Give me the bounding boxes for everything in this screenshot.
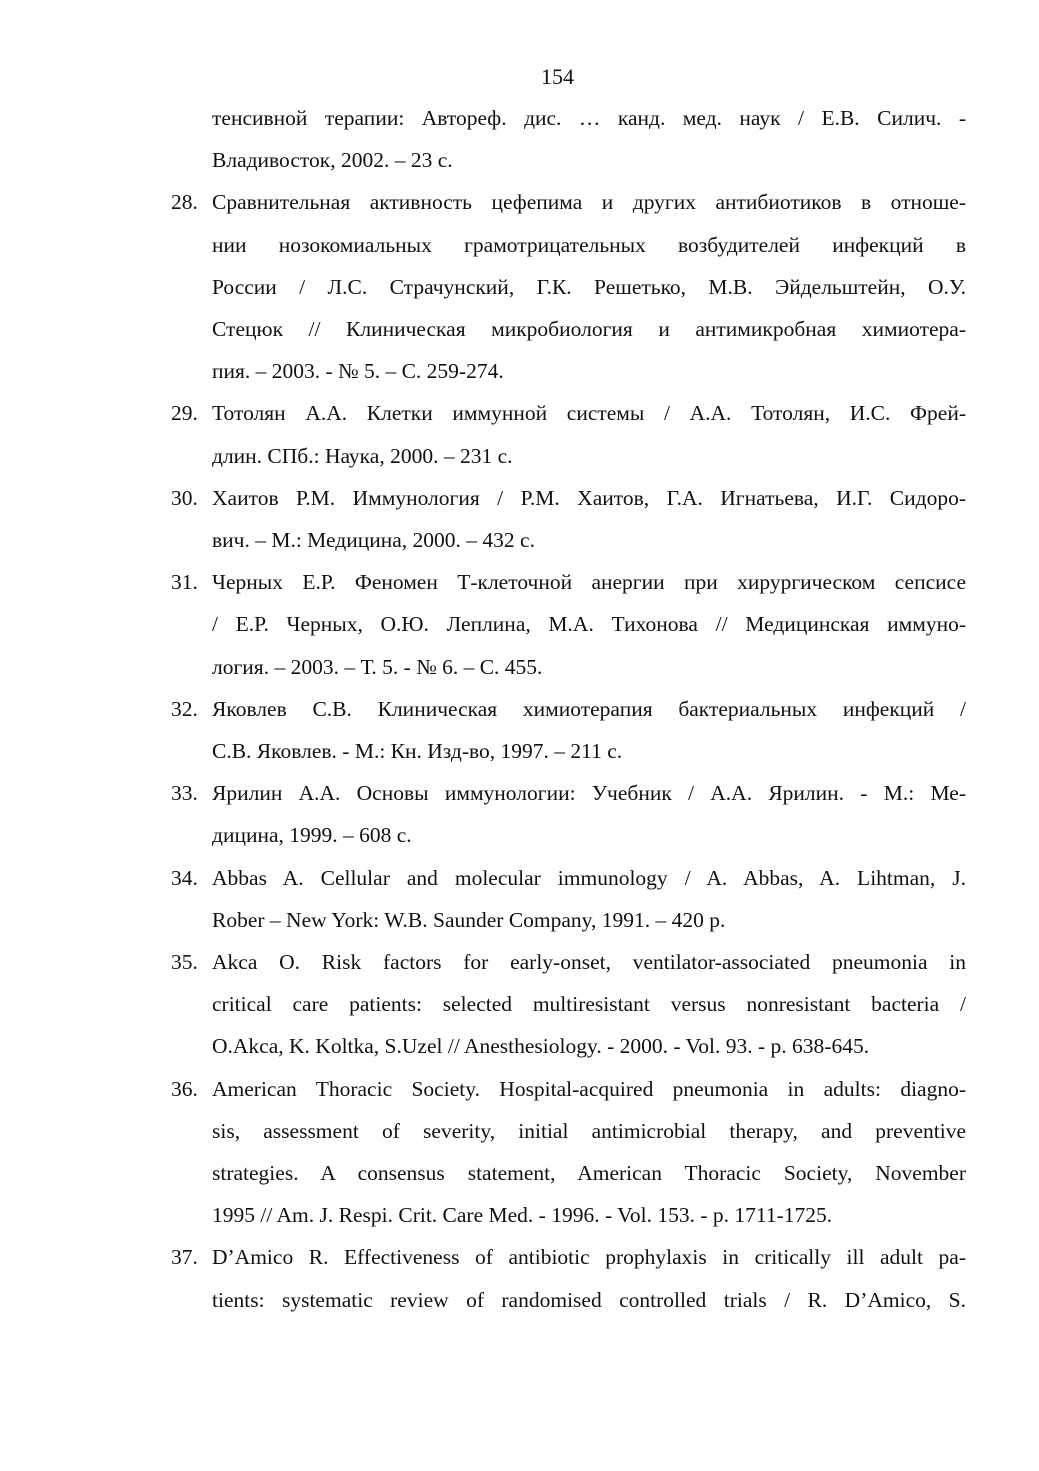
reference-line: Abbas A. Cellular and molecular immunology / A. Abbas, A. Lihtman, J. <box>212 865 966 890</box>
reference-line: / Е.Р. Черных, О.Ю. Леплина, М.А. Тихонова // Медицинская иммуно- <box>212 612 966 637</box>
reference-line: длин. СПб.: Наука, 2000. – 231 с. <box>212 443 513 468</box>
reference-line: Владивосток, 2002. – 23 с. <box>212 148 453 173</box>
reference-item <box>171 477 966 561</box>
reference-line: sis, assessment of severity, initial antimicrobial therapy, and preventive <box>212 1118 966 1143</box>
continued-reference <box>171 97 966 181</box>
reference-item <box>171 1068 966 1237</box>
reference-line: 1995 // Am. J. Respi. Crit. Care Med. - 1996. - Vol. 153. - p. 1711-1725. <box>212 1203 833 1228</box>
reference-line: Яковлев С.В. Клиническая химиотерапия бактериальных инфекций / <box>212 696 966 721</box>
reference-number: 31. <box>171 570 198 595</box>
reference-line: Тотолян А.А. Клетки иммунной системы / А.А. Тотолян, И.С. Фрей- <box>212 401 966 426</box>
reference-item <box>171 561 966 688</box>
reference-line: American Thoracic Society. Hospital-acquired pneumonia in adults: diagno- <box>212 1076 966 1101</box>
reference-line: Сравнительная активность цефепима и других антибиотиков в отноше- <box>212 190 966 215</box>
reference-item <box>171 688 966 772</box>
reference-number: 30. <box>171 485 198 510</box>
reference-line: логия. – 2003. – Т. 5. - № 6. – С. 455. <box>212 654 543 679</box>
reference-number: 28. <box>171 190 198 215</box>
reference-line: Rober – New York: W.B. Saunder Company, 1991. – 420 p. <box>212 907 726 932</box>
reference-item <box>171 772 966 856</box>
reference-line: Черных Е.Р. Феномен Т-клеточной анергии при хирургическом сепсисе <box>212 570 966 595</box>
reference-line: O.Akca, K. Koltka, S.Uzel // Anesthesiology. - 2000. - Vol. 93. - p. 638-645. <box>212 1034 870 1059</box>
reference-number: 32. <box>171 696 198 721</box>
reference-item <box>171 857 966 941</box>
reference-item <box>171 1236 966 1320</box>
reference-number: 35. <box>171 950 198 975</box>
reference-line: strategies. A consensus statement, American Thoracic Society, November <box>212 1161 966 1186</box>
reference-line: тенсивной терапии: Автореф. дис. … канд. мед. наук / Е.В. Силич. - <box>212 106 966 130</box>
reference-line: critical care patients: selected multiresistant versus nonresistant bacteria / <box>212 992 966 1017</box>
reference-line: Стецюк // Клиническая микробиология и антимикробная химиотера- <box>212 317 966 342</box>
reference-line: Хаитов Р.М. Иммунология / Р.М. Хаитов, Г.А. Игнатьева, И.Г. Сидоро- <box>212 485 966 510</box>
reference-line: дицина, 1999. – 608 с. <box>212 823 412 848</box>
reference-number: 36. <box>171 1076 198 1101</box>
reference-line: Akca O. Risk factors for early-onset, ventilator-associated pneumonia in <box>212 950 966 975</box>
reference-number: 37. <box>171 1245 198 1270</box>
page-number: 154 <box>541 64 574 89</box>
reference-line: России / Л.С. Страчунский, Г.К. Решетько, М.В. Эйдельштейн, О.У. <box>212 274 966 299</box>
reference-line: D’Amico R. Effectiveness of antibiotic prophylaxis in critically ill adult pa- <box>212 1245 966 1270</box>
reference-line: нии нозокомиальных грамотрицательных возбудителей инфекций в <box>212 232 966 257</box>
reference-list <box>171 97 966 1321</box>
reference-number: 29. <box>171 401 198 426</box>
reference-item <box>171 941 966 1068</box>
reference-number: 34. <box>171 865 198 890</box>
reference-line: Ярилин А.А. Основы иммунологии: Учебник / А.А. Ярилин. - М.: Ме- <box>212 781 966 806</box>
reference-line: tients: systematic review of randomised controlled trials / R. D’Amico, S. <box>212 1287 966 1312</box>
reference-line: пия. – 2003. - № 5. – С. 259-274. <box>212 359 504 384</box>
reference-line: вич. – М.: Медицина, 2000. – 432 с. <box>212 528 535 553</box>
reference-item <box>171 181 966 392</box>
reference-line: С.В. Яковлев. - М.: Кн. Изд-во, 1997. – 211 с. <box>212 739 623 764</box>
reference-number: 33. <box>171 781 198 806</box>
reference-item <box>171 392 966 476</box>
